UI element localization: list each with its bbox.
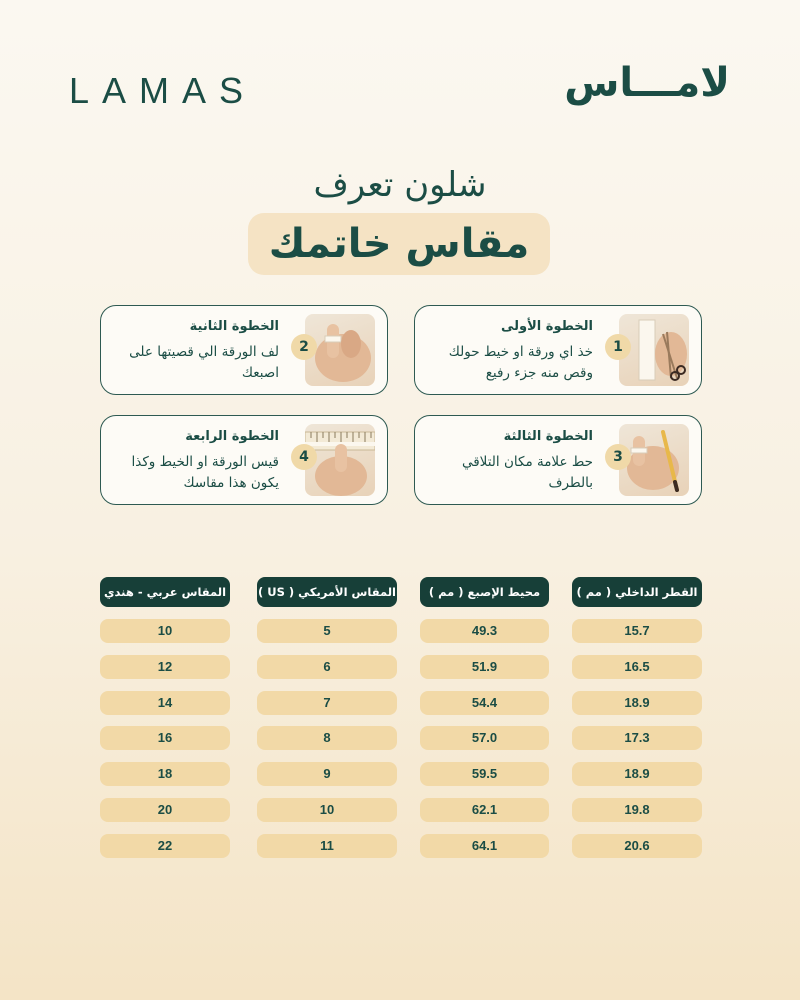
step-title: الخطوة الرابعة xyxy=(185,429,279,444)
cell-circumference: 51.9 xyxy=(420,655,549,679)
cell-inner-diameter: 19.8 xyxy=(572,798,702,822)
step-description: حط علامة مكان التلاقي بالطرف xyxy=(461,454,593,491)
step-card-2 xyxy=(100,305,388,395)
cell-circumference: 64.1 xyxy=(420,834,549,858)
step-number-badge: 1 xyxy=(605,334,631,360)
cell-arab-indian-size: 14 xyxy=(100,691,230,715)
column-header-inner-diameter: القطر الداخلي ( مم ) xyxy=(572,577,702,607)
step-title: الخطوة الثالثة xyxy=(503,429,593,444)
brand-logo-latin: LAMAS xyxy=(69,70,257,111)
step-description: خذ اي ورقة او خيط حولك وقص منه جزء رفيع xyxy=(448,344,593,381)
cell-arab-indian-size: 16 xyxy=(100,726,230,750)
cell-inner-diameter: 18.9 xyxy=(572,691,702,715)
cell-us-size: 11 xyxy=(257,834,397,858)
cell-inner-diameter: 15.7 xyxy=(572,619,702,643)
cell-circumference: 57.0 xyxy=(420,726,549,750)
cell-arab-indian-size: 10 xyxy=(100,619,230,643)
page-title: مقاس خاتمك xyxy=(248,213,550,275)
cell-inner-diameter: 17.3 xyxy=(572,726,702,750)
cell-arab-indian-size: 18 xyxy=(100,762,230,786)
cell-circumference: 62.1 xyxy=(420,798,549,822)
cell-arab-indian-size: 20 xyxy=(100,798,230,822)
cell-inner-diameter: 16.5 xyxy=(572,655,702,679)
step-card-3 xyxy=(414,415,702,505)
cell-us-size: 7 xyxy=(257,691,397,715)
cell-us-size: 8 xyxy=(257,726,397,750)
cell-us-size: 5 xyxy=(257,619,397,643)
cell-us-size: 6 xyxy=(257,655,397,679)
brand-logo-arabic: لامـــاس xyxy=(564,60,730,106)
page-subtitle: شلون تعرف xyxy=(313,165,487,205)
cell-arab-indian-size: 12 xyxy=(100,655,230,679)
cell-arab-indian-size: 22 xyxy=(100,834,230,858)
cell-inner-diameter: 18.9 xyxy=(572,762,702,786)
column-header-arab-indian-size: المقاس عربي - هندي xyxy=(100,577,230,607)
cell-circumference: 49.3 xyxy=(420,619,549,643)
cell-circumference: 54.4 xyxy=(420,691,549,715)
step-description: لف الورقة الي قصيتها على اصبعك xyxy=(129,344,279,381)
step-number-badge: 4 xyxy=(291,444,317,470)
step-number-badge: 3 xyxy=(605,444,631,470)
cell-inner-diameter: 20.6 xyxy=(572,834,702,858)
step-description: قيس الورقة او الخيط وكذا يكون هذا مقاسك xyxy=(131,454,279,491)
cell-circumference: 59.5 xyxy=(420,762,549,786)
cell-us-size: 9 xyxy=(257,762,397,786)
step-number-badge: 2 xyxy=(291,334,317,360)
step-title: الخطوة الثانية xyxy=(189,319,279,334)
step-title: الخطوة الأولى xyxy=(501,319,593,334)
step-card-1 xyxy=(414,305,702,395)
column-header-circumference: محيط الإصبع ( مم ) xyxy=(420,577,549,607)
column-header-us-size: المقاس الأمريكي ( US ) xyxy=(257,577,397,607)
cell-us-size: 10 xyxy=(257,798,397,822)
step-card-4 xyxy=(100,415,388,505)
